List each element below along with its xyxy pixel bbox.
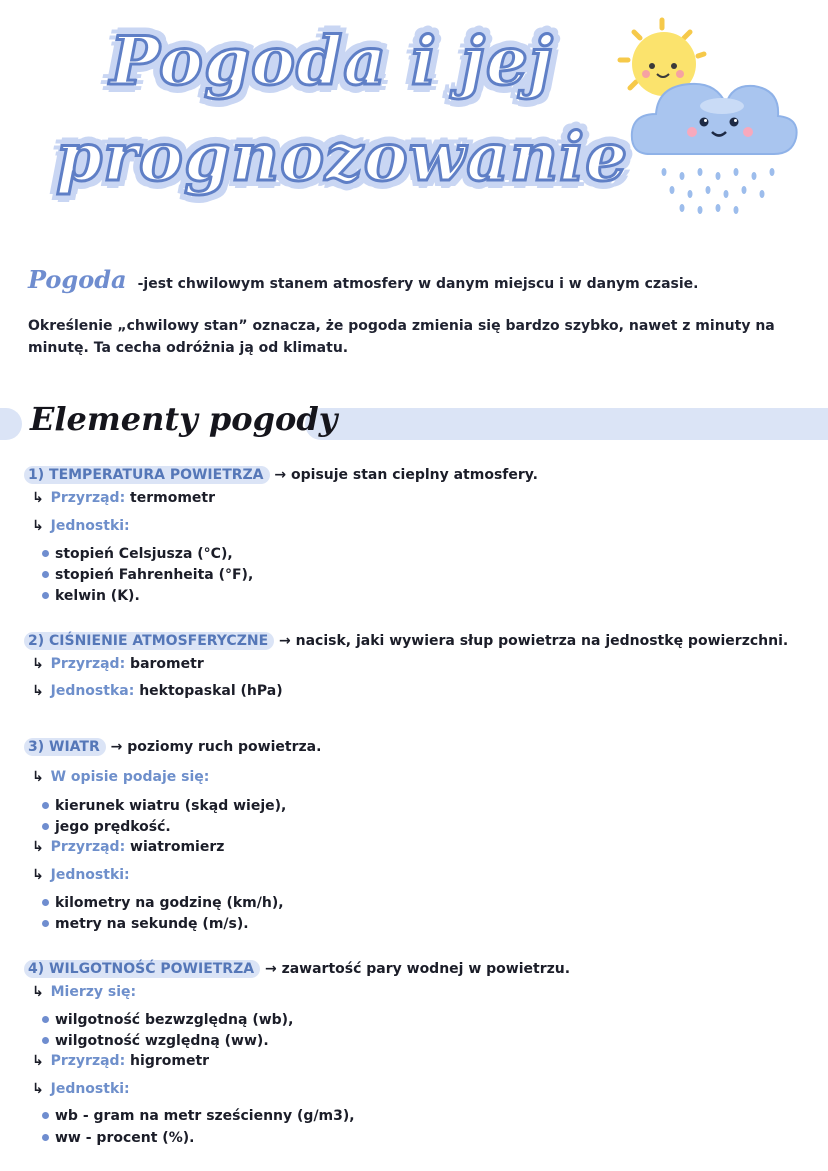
element-4-measure-item: wilgotność względną (ww).: [42, 1033, 269, 1049]
intro-note-line-1: Określenie „chwilowy stan” oznacza, że pogoda zmienia się bardzo szybko, nawet z minuty na: [28, 318, 775, 334]
element-4-units-row: [32, 1081, 130, 1097]
element-3-details-label: W opisie podaje się:: [50, 769, 210, 785]
element-1-units-label: Jednostki:: [50, 518, 130, 534]
element-1-heading: 1) TEMPERATURA POWIETRZA: [24, 466, 270, 484]
title-line-1: Pogoda i jej: [110, 22, 554, 100]
element-1-unit-item: stopień Fahrenheita (°F),: [42, 567, 253, 583]
element-3-details-row: [32, 769, 209, 785]
bullet-icon: [42, 571, 49, 578]
arrow-icon: →: [279, 633, 291, 649]
element-2-heading: 2) CIŚNIENIE ATMOSFERYCZNE: [24, 632, 274, 650]
title-line-2: prognozowanie: [56, 118, 629, 196]
element-3-units-label: Jednostki:: [50, 867, 130, 883]
hook-arrow-icon: ↳: [32, 867, 44, 883]
element-4-instrument-row: [32, 1053, 209, 1069]
element-1-units-row: [32, 518, 130, 534]
element-4-measure-item: wilgotność bezwzględną (wb),: [42, 1012, 293, 1028]
hook-arrow-icon: ↳: [32, 656, 44, 672]
element-1-instrument-label: Przyrząd:: [50, 490, 126, 506]
intro-note-line-2: minutę. Ta cecha odróżnia ją od klimatu.: [28, 340, 349, 356]
element-4-units-label: Jednostki:: [50, 1081, 130, 1097]
hook-arrow-icon: ↳: [32, 490, 44, 506]
bullet-icon: [42, 899, 49, 906]
element-2-instrument-label: Przyrząd:: [50, 656, 126, 672]
hook-arrow-icon: ↳: [32, 518, 44, 534]
element-2-heading-row: [24, 632, 788, 650]
element-2-description: nacisk, jaki wywiera słup powietrza na jednostkę powierzchni.: [295, 633, 789, 649]
definition-text: -jest chwilowym stanem atmosfery w danym miejscu i w danym czasie.: [137, 276, 699, 292]
bullet-icon: [42, 1037, 49, 1044]
element-1-unit-item: stopień Celsjusza (°C),: [42, 546, 233, 562]
element-4-description: zawartość pary wodnej w powietrzu.: [281, 961, 571, 977]
bullet-icon: [42, 1016, 49, 1023]
element-3-instrument-label: Przyrząd:: [50, 839, 126, 855]
hook-arrow-icon: ↳: [32, 1081, 44, 1097]
hook-arrow-icon: ↳: [32, 839, 44, 855]
element-1-description: opisuje stan cieplny atmosfery.: [291, 467, 538, 483]
element-3-unit-item: metry na sekundę (m/s).: [42, 916, 249, 932]
element-4-measures-row: [32, 984, 136, 1000]
hook-arrow-icon: ↳: [32, 984, 44, 1000]
bullet-icon: [42, 802, 49, 809]
bullet-icon: [42, 550, 49, 557]
element-3-instrument: wiatromierz: [130, 839, 225, 855]
element-3-heading: 3) WIATR: [24, 738, 106, 756]
arrow-icon: →: [110, 739, 123, 755]
element-4-unit-item: ww - procent (%).: [42, 1130, 194, 1146]
element-2-unit-label: Jednostka:: [50, 683, 135, 699]
element-3-unit-item: kilometry na godzinę (km/h),: [42, 895, 284, 911]
hook-arrow-icon: ↳: [32, 769, 44, 785]
element-2-unit: hektopaskal (hPa): [139, 683, 283, 699]
element-3-detail-item: kierunek wiatru (skąd wieje),: [42, 798, 286, 814]
element-2-instrument: barometr: [130, 656, 204, 672]
bullet-icon: [42, 1134, 49, 1141]
element-3-description: poziomy ruch powietrza.: [127, 739, 322, 755]
definition-row: [28, 265, 698, 294]
element-2-unit-row: [32, 683, 283, 699]
element-1-instrument: termometr: [130, 490, 216, 506]
element-3-instrument-row: [32, 839, 224, 855]
element-3-units-row: [32, 867, 130, 883]
element-1-instrument-row: [32, 490, 215, 506]
element-4-heading: 4) WILGOTNOŚĆ POWIETRZA: [24, 960, 260, 978]
element-4-instrument: higrometr: [130, 1053, 210, 1069]
band-right: [305, 408, 828, 440]
band-left: [0, 408, 22, 440]
element-4-unit-item: wb - gram na metr sześcienny (g/m3),: [42, 1108, 355, 1124]
bullet-icon: [42, 920, 49, 927]
bullet-icon: [42, 1112, 49, 1119]
arrow-icon: →: [274, 467, 287, 483]
element-4-instrument-label: Przyrząd:: [50, 1053, 126, 1069]
element-3-detail-item: jego prędkość.: [42, 819, 171, 835]
hook-arrow-icon: ↳: [32, 1053, 44, 1069]
hook-arrow-icon: ↳: [32, 683, 44, 699]
sun-cloud-rain-icon: [612, 14, 812, 214]
element-1-unit-item: kelwin (K).: [42, 588, 140, 604]
element-4-heading-row: [24, 960, 570, 978]
element-2-instrument-row: [32, 656, 204, 672]
element-4-measures-label: Mierzy się:: [50, 984, 137, 1000]
arrow-icon: →: [264, 961, 277, 977]
element-3-heading-row: [24, 738, 321, 756]
bullet-icon: [42, 592, 49, 599]
term-pogoda: Pogoda: [28, 265, 127, 294]
bullet-icon: [42, 823, 49, 830]
element-1-heading-row: [24, 466, 538, 484]
section-title: Elementy pogody: [30, 400, 338, 438]
